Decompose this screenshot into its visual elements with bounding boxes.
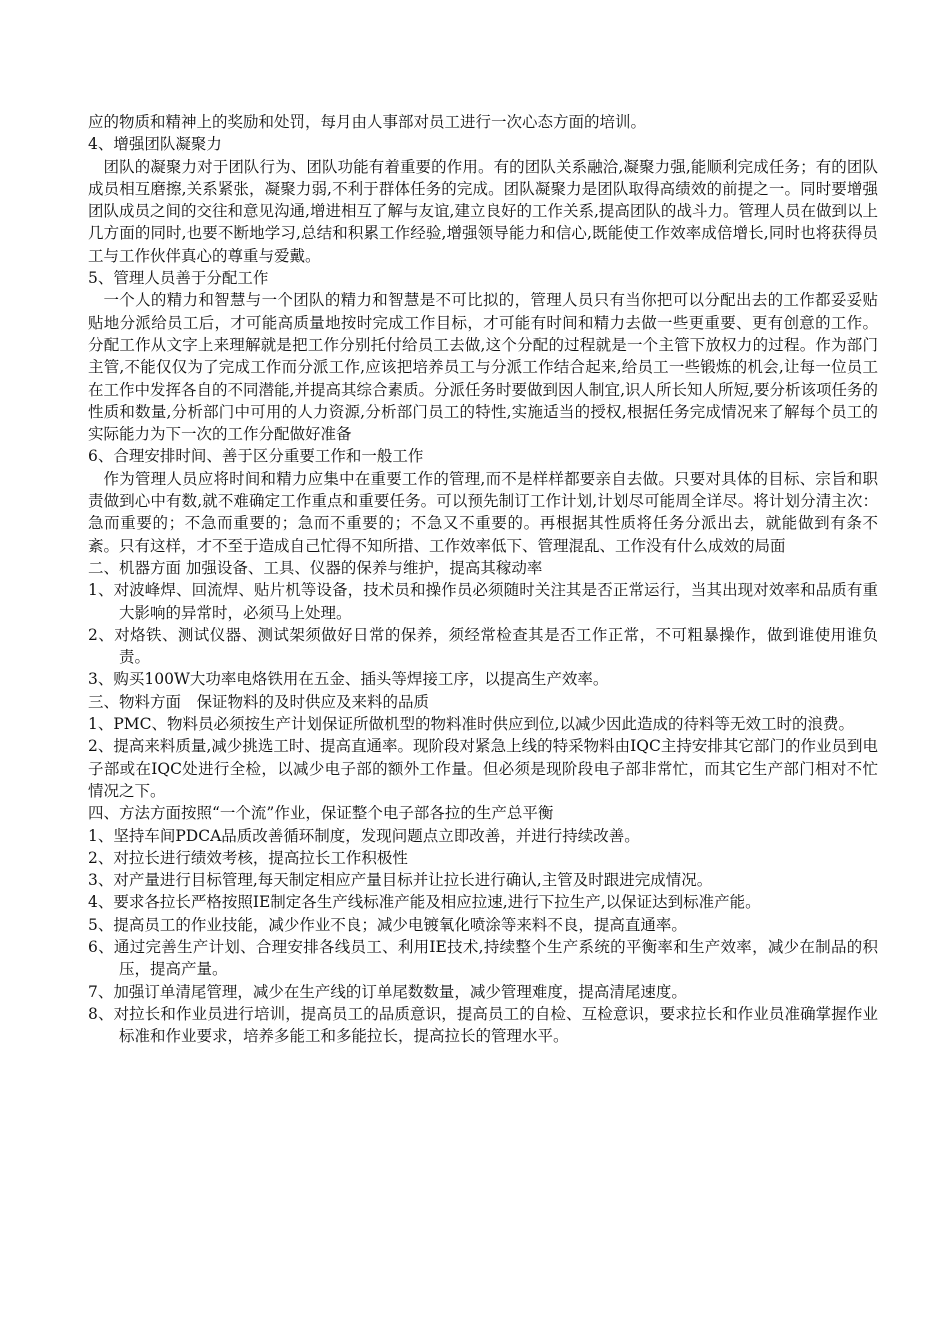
paragraph: 团队的凝聚力对于团队行为、团队功能有着重要的作用。有的团队关系融洽,凝聚力强,能顺利完成任务；有的团队成员相互磨擦,关系紧张，凝聚力弱,不利于群体任务的完成。团队凝聚力是团队取得高绩效的前提之一。同时要增强团队成员之间的交往和意见沟通,增进相互了解与友谊,建立良好的工作关系,提高团队的战斗力。管理人员在做到以上几方面的同时,也要不断地学习,总结和积累工作经验,增强领导能力和信心,既能使工作效率成倍增长,同时也将获得员工与工作伙伴真心的尊重与爱戴。 [88, 157, 878, 265]
list-item: 5、提高员工的作业技能，减少作业不良；减少电镀氧化喷涂等来料不良，提高直通率。 [88, 915, 687, 934]
section-heading: 三、物料方面 保证物料的及时供应及来料的品质 [88, 692, 430, 711]
section-heading: 4、增强团队凝聚力 [88, 135, 222, 154]
list-item: 1、PMC、物料员必须按生产计划保证所做机型的物料准时供应到位,以减少因此造成的待料等无效工时的浪费。 [88, 715, 854, 734]
document-page [88, 111, 878, 1047]
list-item: 1、对波峰焊、回流焊、贴片机等设备，技术员和操作员必须随时关注其是否正常运行，当其出现对效率和品质有重大影响的异常时，必须马上处理。 [88, 581, 878, 622]
list-item: 6、通过完善生产计划、合理安排各线员工、利用IE技术,持续整个生产系统的平衡率和生产效率，减少在制品的积压，提高产量。 [88, 937, 878, 979]
paragraph: 一个人的精力和智慧与一个团队的精力和智慧是不可比拟的，管理人员只有当你把可以分配出去的工作都妥妥贴贴地分派给员工后，才可能高质量地按时完成工作目标，才可能有时间和精力去做一些更重要、更有创意的工作。分配工作从文字上来理解就是把工作分别托付给员工去做,这个分配的过程就是一个主管下放权力的过程。作为部门主管,不能仅仅为了完成工作而分派工作,应该把培养员工与分派工作结合起来,给员工一些锻炼的机会,让每一位员工在工作中发挥各自的不同潜能,并提高其综合素质。分派任务时要做到因人制宜,识人所长知人所短,要分析该项任务的性质和数量,分析部门中可用的人力资源,分析部门员工的特性,实施适当的授权,根据任务完成情况来了解每个员工的实际能力为下一次的工作分配做好准备 [88, 291, 878, 444]
section-heading: 6、合理安排时间、善于区分重要工作和一般工作 [88, 447, 424, 466]
list-item: 7、加强订单清尾管理，减少在生产线的订单尾数数量，减少管理难度，提高清尾速度。 [88, 982, 687, 1001]
list-item: 3、对产量进行目标管理,每天制定相应产量目标并让拉长进行确认,主管及时跟进完成情况。 [88, 871, 713, 890]
list-item: 2、提高来料质量,减少挑选工时、提高直通率。现阶段对紧急上线的特采物料由IQC主持安排其它部门的作业员到电子部或在IQC处进行全检，以减少电子部的额外工作量。但必须是现阶段电子部非常忙，而其它生产部门相对不忙情况之下。 [88, 737, 878, 800]
list-item: 1、坚持车间PDCA品质改善循环制度，发现问题点立即改善，并进行持续改善。 [88, 826, 640, 845]
section-heading: 二、机器方面 加强设备、工具、仪器的保养与维护，提高其稼动率 [88, 558, 543, 577]
list-item: 3、购买100W大功率电烙铁用在五金、插头等焊接工序，以提高生产效率。 [88, 670, 609, 689]
section-heading: 四、方法方面按照“一个流”作业，保证整个电子部各拉的生产总平衡 [88, 804, 554, 823]
paragraph: 应的物质和精神上的奖励和处罚，每月由人事部对员工进行一次心态方面的培训。 [88, 113, 647, 131]
section-heading: 5、管理人员善于分配工作 [88, 269, 269, 288]
list-item: 4、要求各拉长严格按照IE制定各生产线标准产能及相应拉速,进行下拉生产,以保证达到标准产能。 [88, 893, 761, 912]
list-item: 2、对拉长进行绩效考核，提高拉长工作积极性 [88, 848, 408, 867]
list-item: 8、对拉长和作业员进行培训，提高员工的品质意识，提高员工的自检、互检意识，要求拉长和作业员准确掌握作业标准和作业要求，培养多能工和多能拉长，提高拉长的管理水平。 [88, 1004, 878, 1046]
list-item: 2、对烙铁、测试仪器、测试架须做好日常的保养，须经常检查其是否工作正常，不可粗暴操作，做到谁使用谁负责。 [88, 625, 878, 667]
paragraph: 作为管理人员应将时间和精力应集中在重要工作的管理,而不是样样都要亲自去做。只要对具体的目标、宗旨和职责做到心中有数,就不难确定工作重点和重要任务。可以预先制订工作计划,计划尽可能周全详尽。将计划分清主次：急而重要的；不急而重要的；急而不重要的；不急又不重要的。再根据其性质将任务分派出去，就能做到有条不紊。只有这样，才不至于造成自己忙得不知所措、工作效率低下、管理混乱、工作没有什么成效的局面 [88, 469, 878, 555]
